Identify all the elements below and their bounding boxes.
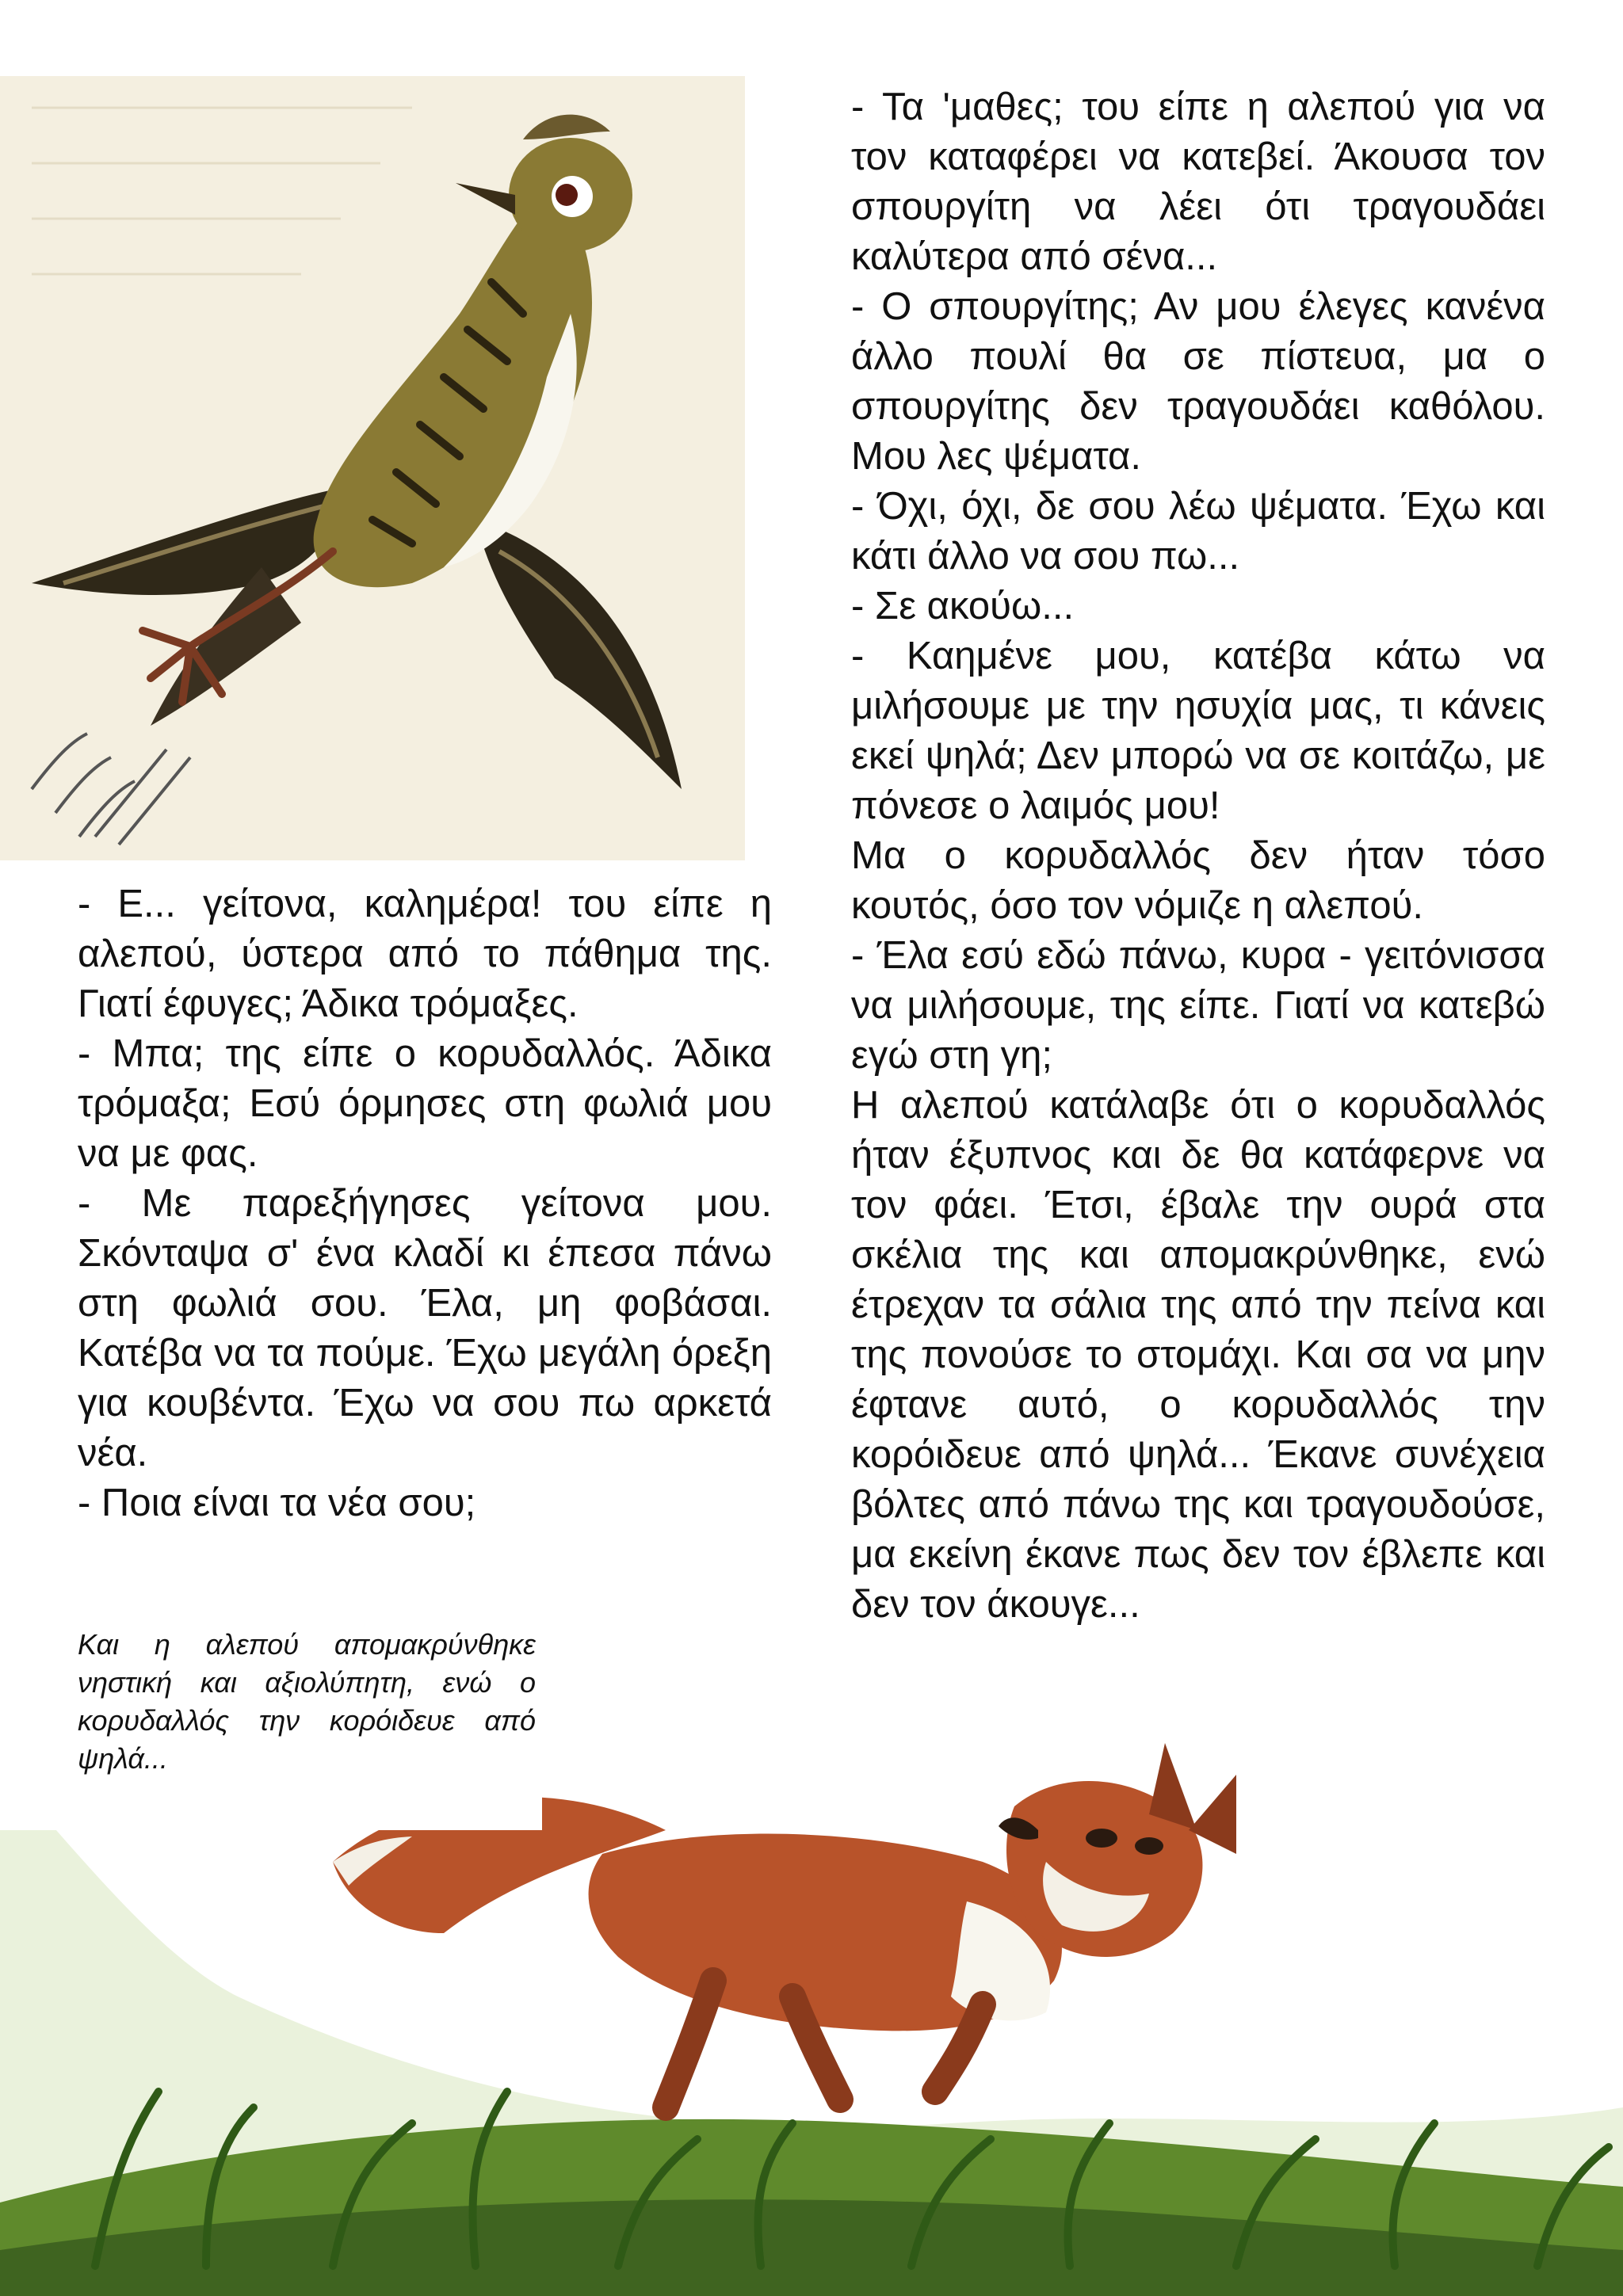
right-paragraph-1: - Τα 'μαθες; του είπε η αλεπού για να τον καταφέρει να κατεβεί. Άκουσα τον σπουργίτη να λέει ότι τραγουδάει καλύτερα από σένα... (851, 86, 1545, 278)
left-paragraph-1: - Ε... γείτονα, καλημέρα! του είπε η αλεπού, ύστερα από το πάθημα της. Γιατί έφυγες; Άδικα τρόμαξες. (78, 883, 772, 1025)
right-paragraph-2: - Ο σπουργίτης; Αν μου έλεγες κανένα άλλο πουλί θα σε πίστευα, μα ο σπουργίτης δεν τραγουδάει καθόλου. Μου λες ψέματα. (851, 285, 1545, 478)
right-paragraph-4: - Σε ακούω... (851, 585, 1075, 627)
illustration-caption (78, 1626, 536, 1778)
right-column-spacer (843, 1695, 1623, 1716)
right-paragraph-6: Μα ο κορυδαλλός δεν ήταν τόσο κουτός, όσο τον νόμιζε η αλεπού. (851, 834, 1545, 927)
left-paragraph-3: - Με παρεξήγησες γείτονα μου. Σκόνταψα σ' ένα κλαδί κι έπεσα πάνω στη φωλιά σου. Έλα, μη φοβάσαι. Κατέβα να τα πούμε. Έχω μεγάλη όρεξη για κουβέντα. Έχω να σου πω αρκετά νέα. (78, 1182, 772, 1474)
caption-text: Και η αλεπού απομακρύνθηκε νηστική και αξιολύπητη, ενώ ο κορυδαλλός την κορόιδευε από ψηλά... (78, 1628, 536, 1775)
right-paragraph-8: Η αλεπού κατάλαβε ότι ο κορυδαλλός ήταν έξυπνος και δε θα κατάφερνε να τον φάει. Έτσι, έβαλε την ουρά στα σκέλια της και απομακρύνθηκε, ενώ έτρεχαν τα σάλια της από την πείνα και της πονούσε το στομάχι. Και σα να μην έφτανε αυτό, ο κορυδαλλός την κορόιδευε από ψηλά... Έκανε συνέχεια βόλτες από πάνω της και τραγουδούσε, μα εκείνη έκανε πως δεν τον έβλεπε και δεν τον άκουγε... (851, 1084, 1545, 1626)
left-text-column (78, 879, 772, 1528)
right-paragraph-3: - Όχι, όχι, δε σου λέω ψέματα. Έχω και κάτι άλλο να σου πω... (851, 485, 1545, 578)
right-paragraph-7: - Έλα εσύ εδώ πάνω, κυρα - γειτόνισσα να μιλήσουμε, της είπε. Γιατί να κατεβώ εγώ στη γη; (851, 934, 1545, 1077)
left-paragraph-2: - Μπα; της είπε ο κορυδαλλός. Άδικα τρόμαξα; Εσύ όρμησες στη φωλιά μου να με φας. (78, 1032, 772, 1175)
left-paragraph-4: - Ποια είναι τα νέα σου; (78, 1482, 476, 1524)
right-paragraph-5: - Καημένε μου, κατέβα κάτω να μιλήσουμε με την ησυχία μας, τι κάνεις εκεί ψηλά; Δεν μπορώ να σε κοιτάζω, με πόνεσε ο λαιμός μου! (851, 635, 1545, 827)
lark-illustration (0, 76, 745, 860)
right-text-column (851, 82, 1545, 1630)
